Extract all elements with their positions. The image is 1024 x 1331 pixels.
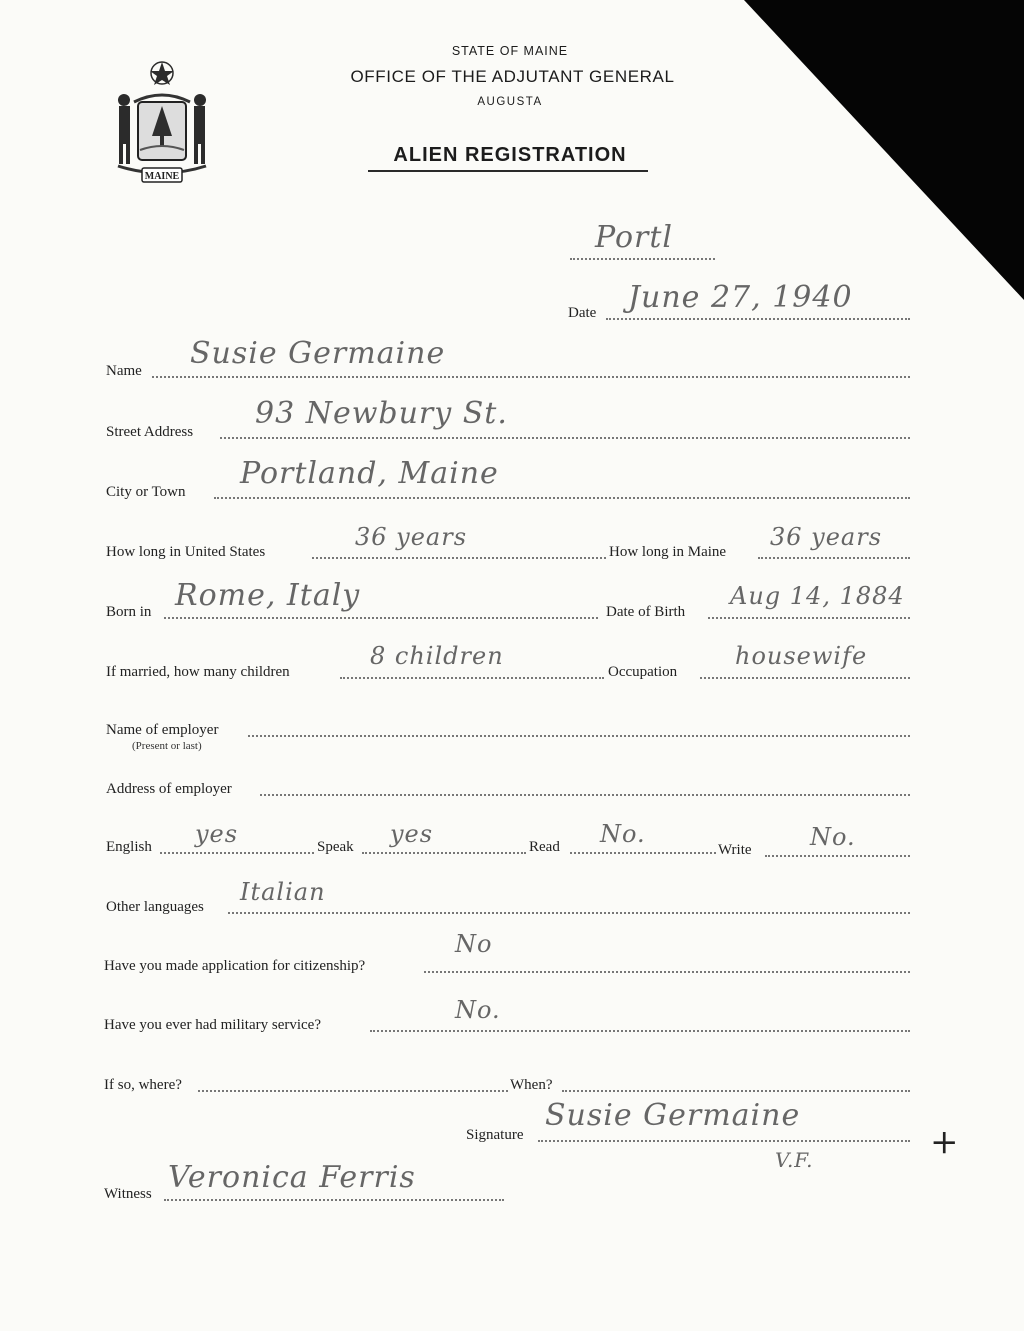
english-label: English	[106, 839, 152, 855]
write-value: No.	[810, 823, 856, 851]
years-maine-value: 36 years	[770, 523, 883, 551]
header-state: STATE OF MAINE	[451, 44, 569, 58]
name-value: Susie Germaine	[190, 336, 446, 371]
street-value: 93 Newbury St.	[255, 396, 508, 431]
other-languages-line	[228, 912, 910, 914]
write-label: Write	[718, 842, 752, 858]
english-value: yes	[195, 820, 239, 848]
years-us-label: How long in United States	[106, 544, 266, 560]
name-label: Name	[106, 363, 142, 379]
years-maine-label: How long in Maine	[609, 544, 727, 560]
signature-label: Signature	[466, 1127, 524, 1143]
employer-label: Name of employer	[106, 722, 219, 738]
read-value: No.	[600, 820, 646, 848]
read-label: Read	[529, 839, 560, 855]
form-title: ALIEN REGISTRATION	[393, 144, 627, 166]
signature-line	[538, 1140, 910, 1142]
dob-label: Date of Birth	[606, 604, 686, 620]
years-us-line	[312, 557, 606, 559]
years-maine-line	[758, 557, 910, 559]
born-in-label: Born in	[106, 604, 152, 620]
when-label: When?	[510, 1077, 553, 1093]
city-label: City or Town	[106, 484, 186, 500]
read-line	[570, 852, 716, 854]
write-line	[765, 855, 910, 857]
signature-value: Susie Germaine	[545, 1098, 801, 1133]
when-line	[562, 1090, 910, 1092]
handwritten-place: Portl	[595, 220, 674, 255]
military-value: No.	[455, 996, 501, 1024]
witness-label: Witness	[104, 1186, 152, 1202]
city-value: Portland, Maine	[240, 456, 499, 491]
citizenship-line	[424, 971, 910, 973]
witness-line	[164, 1199, 504, 1201]
employer-address-label: Address of employer	[106, 781, 232, 797]
signature-mark: +	[930, 1122, 960, 1162]
children-value: 8 children	[370, 642, 504, 670]
military-label: Have you ever had military service?	[104, 1017, 321, 1033]
children-line	[340, 677, 604, 679]
dob-value: Aug 14, 1884	[730, 582, 905, 610]
svg-text:MAINE: MAINE	[144, 171, 180, 182]
employer-address-line	[260, 794, 910, 796]
other-languages-value: Italian	[240, 878, 326, 906]
occupation-line	[700, 677, 910, 679]
speak-label: Speak	[317, 839, 354, 855]
born-in-line	[164, 617, 598, 619]
occupation-label: Occupation	[608, 664, 678, 680]
english-line	[160, 852, 314, 854]
military-line	[370, 1030, 910, 1032]
born-in-value: Rome, Italy	[175, 578, 361, 613]
citizenship-label: Have you made application for citizenship?	[104, 958, 366, 974]
place-line	[570, 258, 715, 260]
dob-line	[708, 617, 910, 619]
occupation-value: housewife	[735, 642, 868, 670]
other-languages-label: Other languages	[106, 899, 204, 915]
seal-banner	[142, 168, 182, 182]
date-value: June 27, 1940	[628, 280, 853, 315]
witness-value: Veronica Ferris	[168, 1160, 416, 1195]
where-line	[198, 1090, 508, 1092]
years-us-value: 36 years	[355, 523, 468, 551]
city-line	[214, 497, 910, 499]
children-label: If married, how many children	[106, 664, 290, 680]
street-label: Street Address	[106, 424, 194, 440]
header-city: AUGUSTA	[477, 96, 543, 108]
where-label: If so, where?	[104, 1077, 182, 1093]
title-underline	[368, 170, 648, 172]
street-line	[220, 437, 910, 439]
header-office: OFFICE OF THE ADJUTANT GENERAL	[350, 67, 675, 86]
date-line	[606, 318, 910, 320]
speak-value: yes	[390, 820, 434, 848]
employer-line	[248, 735, 910, 737]
speak-line	[362, 852, 526, 854]
name-line	[152, 376, 910, 378]
date-label: Date	[568, 305, 597, 321]
employer-sublabel: (Present or last)	[132, 740, 202, 752]
signature-initials: V.F.	[775, 1148, 814, 1172]
folded-corner	[744, 0, 1024, 300]
citizenship-value: No	[455, 930, 493, 958]
